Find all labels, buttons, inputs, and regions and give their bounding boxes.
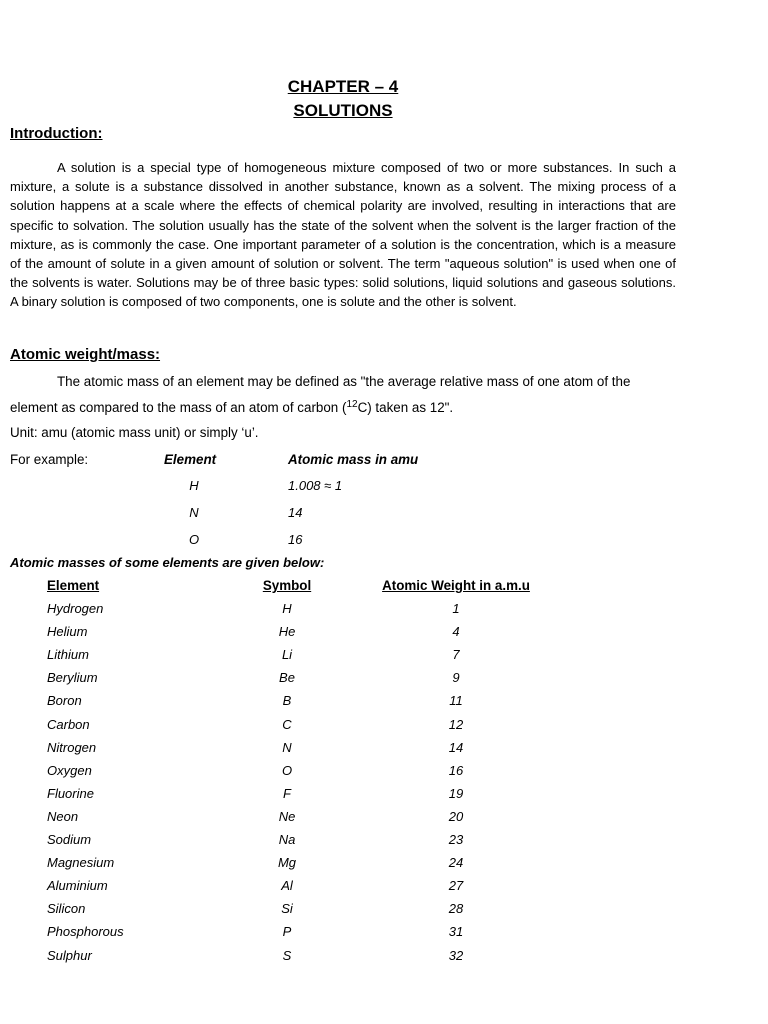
- element-name: Boron: [47, 693, 82, 709]
- example-row: N 14: [189, 505, 303, 520]
- atomic-mass-definition-line1: The atomic mass of an element may be defined as "the average relative mass of one atom of the: [57, 374, 631, 389]
- atomic-weight: 32: [448, 947, 464, 963]
- chapter-number: CHAPTER – 4: [287, 77, 399, 96]
- element-symbol: P: [282, 924, 292, 940]
- atomic-weight: 7: [452, 647, 460, 663]
- element-name: Hydrogen: [47, 601, 104, 616]
- table-row: [0, 647, 768, 670]
- atomic-weight: 12: [448, 716, 464, 732]
- atomic-weight: 4: [452, 624, 460, 640]
- element-name: Silicon: [47, 901, 86, 917]
- element-symbol: O: [281, 762, 293, 778]
- table-row: [0, 901, 768, 924]
- element-symbol: Mg: [277, 855, 297, 871]
- unit-line: Unit: amu (atomic mass unit) or simply ‘u’.: [10, 425, 259, 440]
- atomic-weight: 20: [448, 808, 464, 824]
- table-row: [0, 670, 768, 693]
- atomic-weight: 24: [448, 855, 464, 871]
- element-name: Aluminium: [47, 878, 108, 894]
- element-symbol: N: [282, 739, 292, 755]
- example-header-element: Element: [164, 452, 217, 467]
- element-symbol: Be: [279, 670, 295, 686]
- element-symbol: Si: [281, 901, 293, 917]
- element-name: Phosphorous: [47, 924, 124, 940]
- table-row: [0, 855, 768, 878]
- atomic-weight: 19: [448, 785, 464, 801]
- atomic-mass-heading: Atomic weight/mass:: [10, 346, 161, 363]
- atomic-weight: 11: [449, 693, 463, 709]
- element-name: Sulphur: [47, 947, 92, 963]
- element-name: Neon: [47, 808, 79, 824]
- element-symbol: S: [282, 947, 292, 963]
- element-symbol: Na: [278, 832, 296, 847]
- table-row: [0, 809, 768, 832]
- example-row: O 16: [188, 532, 303, 547]
- table-row: [0, 740, 768, 763]
- element-name: Helium: [47, 624, 88, 640]
- table-row: [0, 624, 768, 647]
- table-header-row: [0, 578, 768, 601]
- table-row: [0, 878, 768, 901]
- atomic-weight: 27: [448, 878, 464, 894]
- column-header-weight: Atomic Weight in a.m.u: [382, 578, 530, 593]
- table-caption: Atomic masses of some elements are given below:: [10, 555, 325, 570]
- element-symbol: Li: [281, 647, 293, 663]
- element-symbol: He: [278, 624, 296, 640]
- table-row: [0, 924, 768, 947]
- element-name: Nitrogen: [47, 739, 97, 755]
- atomic-weight: 31: [448, 924, 464, 940]
- atomic-weight: 28: [448, 901, 464, 917]
- table-row: [0, 786, 768, 809]
- element-name: Fluorine: [47, 785, 94, 801]
- introduction-paragraph: A solution is a special type of homogeneous mixture composed of two or more substances. In such a mixture, a solute is a substance dissolved in another substance, known as a solvent. The mixing process of a solution happens at a scale where the effects of chemical polarity are involved, resulting in interactions that are specific to solvation. The solution usually has the state of the solvent when the solvent is the larger fraction of the mixture, as is commonly the case. One important parameter of a solution is the concentration, which is a measure of the amount of solute in a given amount of solution or solvent. The term "aqueous solution" is used when one of the solvents is water. Solutions may be of three basic types: solid solutions, liquid solutions and gaseous solutions. A binary solution is composed of two components, one is solute and the other is solvent.: [10, 160, 676, 310]
- element-name: Carbon: [47, 716, 90, 732]
- table-row: [0, 832, 768, 855]
- element-symbol: F: [283, 785, 291, 801]
- element-symbol: B: [282, 693, 292, 709]
- element-name: Lithium: [47, 647, 89, 663]
- introduction-heading: Introduction:: [10, 125, 103, 142]
- table-row: [0, 948, 768, 971]
- element-name: Berylium: [47, 670, 98, 686]
- column-header-element: Element: [47, 578, 100, 593]
- element-symbol: Al: [281, 878, 293, 894]
- atomic-weight: 1: [452, 601, 460, 616]
- element-symbol: C: [282, 716, 292, 732]
- example-row: H 1.008 ≈ 1: [189, 478, 343, 493]
- chapter-title: SOLUTIONS: [293, 101, 393, 120]
- table-row: [0, 763, 768, 786]
- example-label: For example:: [10, 452, 89, 467]
- atomic-weight: 23: [448, 832, 464, 847]
- table-row: [0, 717, 768, 740]
- table-row: [0, 693, 768, 716]
- element-symbol: Ne: [278, 808, 296, 824]
- carbon-isotope-superscript: 12: [346, 399, 358, 410]
- element-name: Sodium: [47, 832, 92, 847]
- atomic-mass-definition-line2: element as compared to the mass of an atom of carbon ($^{12}$C) taken as 12".: [10, 399, 454, 415]
- element-name: Magnesium: [47, 855, 115, 871]
- atomic-weight: 14: [448, 739, 464, 755]
- atomic-weight: 9: [452, 670, 460, 686]
- atomic-weight: 16: [448, 762, 464, 778]
- table-row: [0, 601, 768, 624]
- column-header-symbol: Symbol: [262, 578, 312, 593]
- example-header-mass: Atomic mass in amu: [288, 452, 419, 467]
- element-name: Oxygen: [47, 762, 92, 778]
- element-symbol: H: [282, 601, 292, 616]
